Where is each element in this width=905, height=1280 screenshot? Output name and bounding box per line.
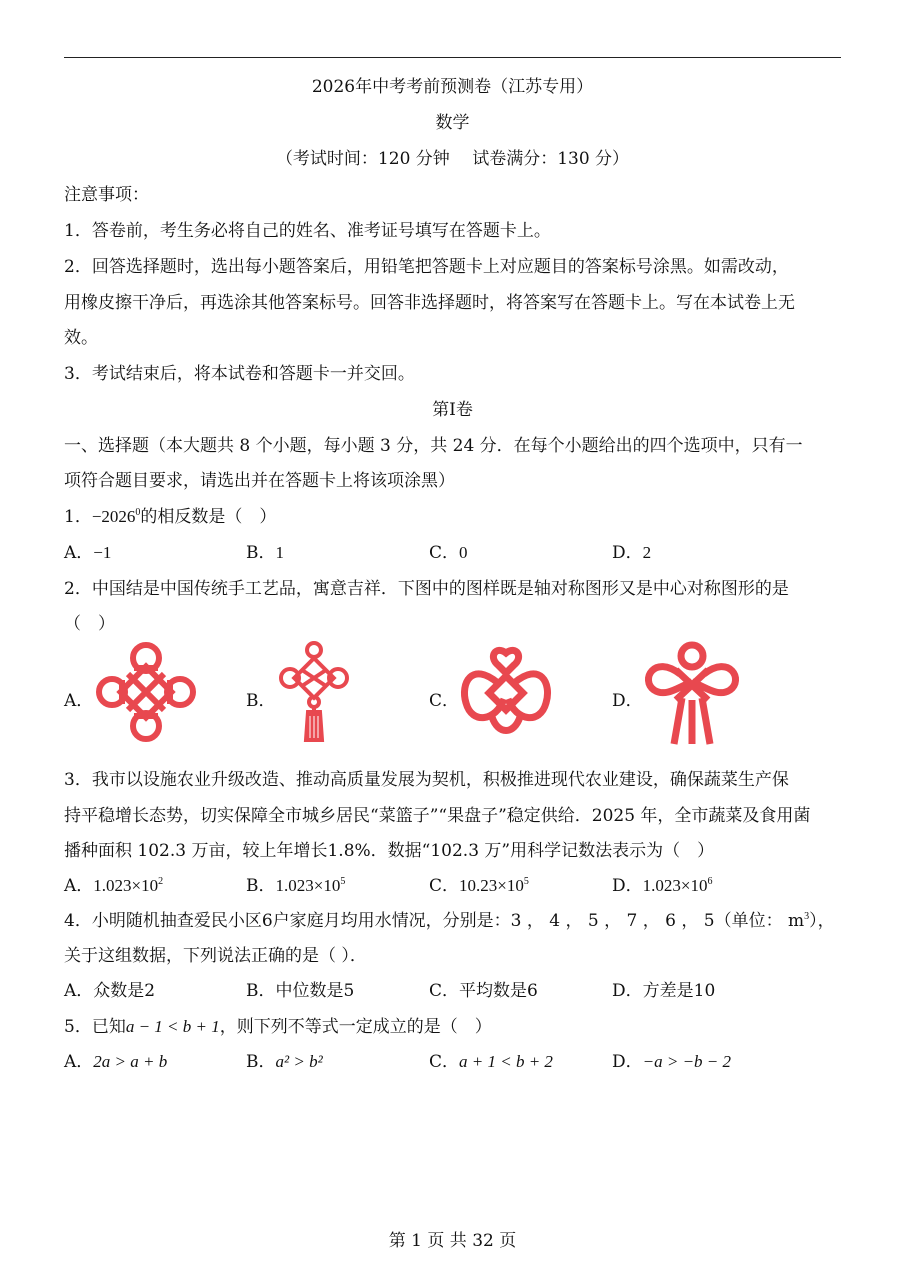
- exam-title: 2026年中考考前预测卷（江苏专用）: [311, 77, 594, 97]
- question-2-stem-line-1: 2．中国结是中国传统手工艺品，寓意吉祥．下图中的图样既是轴对称图形又是中心对称图形的是: [64, 579, 789, 599]
- part1-instructions-line-1: 一、选择题（本大题共 8 个小题，每小题 3 分，共 24 分．在每个小题给出的四个选项中，只有一: [64, 436, 803, 456]
- notice-heading: 注意事项：: [64, 185, 149, 205]
- q2-option-b-label: B．: [246, 691, 276, 711]
- math-expression: $-2026^0$: [91, 507, 141, 526]
- notice-item-2-line-3: 效。: [64, 328, 98, 348]
- q3-option-a: A．$1.023\times 10^2$: [64, 876, 164, 896]
- question-4-stem-line-2: 关于这组数据，下列说法正确的是（ ）．: [64, 946, 367, 966]
- chinese-knot-d-image: [640, 640, 744, 746]
- question-3-stem-line-3: 播种面积 102.3 万亩，较上年增长1.8%．数据“102.3 万”用科学记数法表示为（ ）: [64, 841, 715, 861]
- q3-option-d: D．$1.023\times 10^6$: [612, 876, 713, 896]
- question-5-stem: 5．已知a − 1 < b + 1，则下列不等式一定成立的是（ ）: [64, 1017, 492, 1037]
- q2-option-d-label: D．: [612, 691, 643, 711]
- q1-option-d: D．2: [612, 543, 652, 563]
- notice-item-2-line-2: 用橡皮擦干净后，再选涂其他答案标号。回答非选择题时，将答案写在答题卡上。写在本试卷上无: [64, 293, 795, 313]
- notice-item-2-line-1: 2．回答选择题时，选出每小题答案后，用铅笔把答题卡上对应题目的答案标号涂黑。如需改动，: [64, 257, 789, 277]
- q1-option-c: C．0: [429, 543, 468, 563]
- q5-option-d: D．−a > −b − 2: [612, 1052, 732, 1072]
- chinese-knot-c-image: [458, 643, 554, 741]
- q5-option-a: A．2a > a + b: [64, 1052, 168, 1072]
- q2-option-a-label: A．: [64, 691, 94, 711]
- math-condition: a − 1 < b + 1: [125, 1017, 220, 1036]
- notice-item-3: 3．考试结束后，将本试卷和答题卡一并交回。: [64, 364, 415, 384]
- header-rule: [64, 57, 841, 58]
- question-number: 1．: [64, 507, 92, 527]
- volume-heading: 第Ⅰ卷: [432, 400, 473, 420]
- q1-option-b: B．1: [246, 543, 284, 563]
- q4-option-d: D．方差是10: [612, 981, 716, 1001]
- notice-item-1: 1．答卷前，考生务必将自己的姓名、准考证号填写在答题卡上。: [64, 221, 551, 241]
- chinese-knot-a-image: [94, 640, 198, 744]
- q4-option-a: A．众数是2: [64, 981, 156, 1001]
- q5-option-b: B．a² > b²: [246, 1052, 323, 1072]
- page-number-footer: 第 1 页 共 32 页: [388, 1231, 517, 1251]
- question-text: 的相反数是（ ）: [140, 507, 277, 527]
- q2-option-c-label: C．: [429, 691, 460, 711]
- question-3-stem-line-1: 3．我市以设施农业升级改造、推动高质量发展为契机，积极推进现代农业建设，确保蔬菜生产保: [64, 770, 789, 790]
- exam-info: （考试时间：120 分钟 试卷满分：130 分）: [275, 149, 630, 169]
- q4-option-c: C．平均数是6: [429, 981, 538, 1001]
- question-3-stem-line-2: 持平稳增长态势，切实保障全市城乡居民“菜篮子”“果盘子”稳定供给．2025 年，全市蔬菜及食用菌: [64, 806, 811, 826]
- q1-option-a: A．−1: [64, 543, 112, 563]
- question-1-stem: [64, 502, 276, 527]
- question-4-stem-line-1: 4．小明随机抽查爱民小区6户家庭月均用水情况，分别是：3 ， 4 ， 5 ， 7 ， 6 ， 5（单位： $m^3$），: [64, 911, 835, 931]
- q3-option-b: B．$1.023\times 10^5$: [246, 876, 346, 896]
- part1-instructions-line-2: 项符合题目要求，请选出并在答题卡上将该项涂黑）: [64, 471, 455, 491]
- chinese-knot-b-image: [278, 640, 350, 744]
- q3-option-c: C．$10.23\times 10^5$: [429, 876, 529, 896]
- q5-option-c: C．a + 1 < b + 2: [429, 1052, 553, 1072]
- subject-title: 数学: [435, 113, 470, 133]
- question-2-stem-line-2: （ ）: [64, 614, 115, 634]
- q4-option-b: B．中位数是5: [246, 981, 355, 1001]
